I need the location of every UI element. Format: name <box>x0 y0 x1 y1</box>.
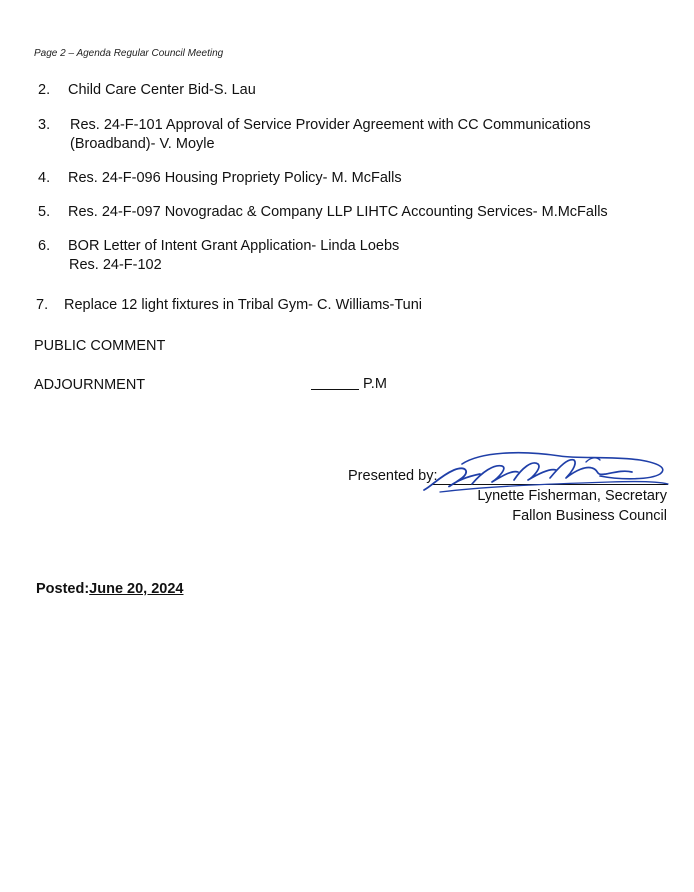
item-text-continued: (Broadband)- V. Moyle <box>70 136 215 152</box>
item-number: 6. <box>38 238 51 254</box>
item-text: Res. 24-F-096 Housing Propriety Policy- M. McFalls <box>68 170 402 186</box>
item-text: Child Care Center Bid-S. Lau <box>68 82 256 98</box>
presented-by-label: Presented by: <box>348 468 438 484</box>
signer-organization: Fallon Business Council <box>512 508 667 524</box>
item-number: 3. <box>38 117 51 133</box>
public-comment-heading: PUBLIC COMMENT <box>34 338 166 354</box>
item-text-continued: Res. 24-F-102 <box>69 257 162 273</box>
posted-date <box>36 581 184 597</box>
time-blank-line <box>311 389 359 390</box>
item-text: Res. 24-F-101 Approval of Service Provider Agreement with CC Communications <box>70 117 591 133</box>
adjournment-time <box>311 376 387 392</box>
item-text: Replace 12 light fixtures in Tribal Gym- C. Williams-Tuni <box>64 297 423 313</box>
item-number: 7. <box>36 297 49 313</box>
time-suffix: P.M <box>363 376 387 392</box>
item-number: 4. <box>38 170 51 186</box>
item-number: 5. <box>38 204 51 220</box>
page-header: Page 2 – Agenda Regular Council Meeting <box>34 48 224 59</box>
item-text: BOR Letter of Intent Grant Application- Linda Loebs <box>68 238 400 254</box>
posted-date-value: June 20, 2024 <box>89 581 184 597</box>
signer-name-title: Lynette Fisherman, Secretary <box>477 488 667 504</box>
adjournment-heading: ADJOURNMENT <box>34 377 146 393</box>
item-number: 2. <box>38 82 51 98</box>
posted-label: Posted: <box>36 581 90 597</box>
item-text: Res. 24-F-097 Novogradac & Company LLP LIHTC Accounting Services- M.McFalls <box>68 204 608 220</box>
